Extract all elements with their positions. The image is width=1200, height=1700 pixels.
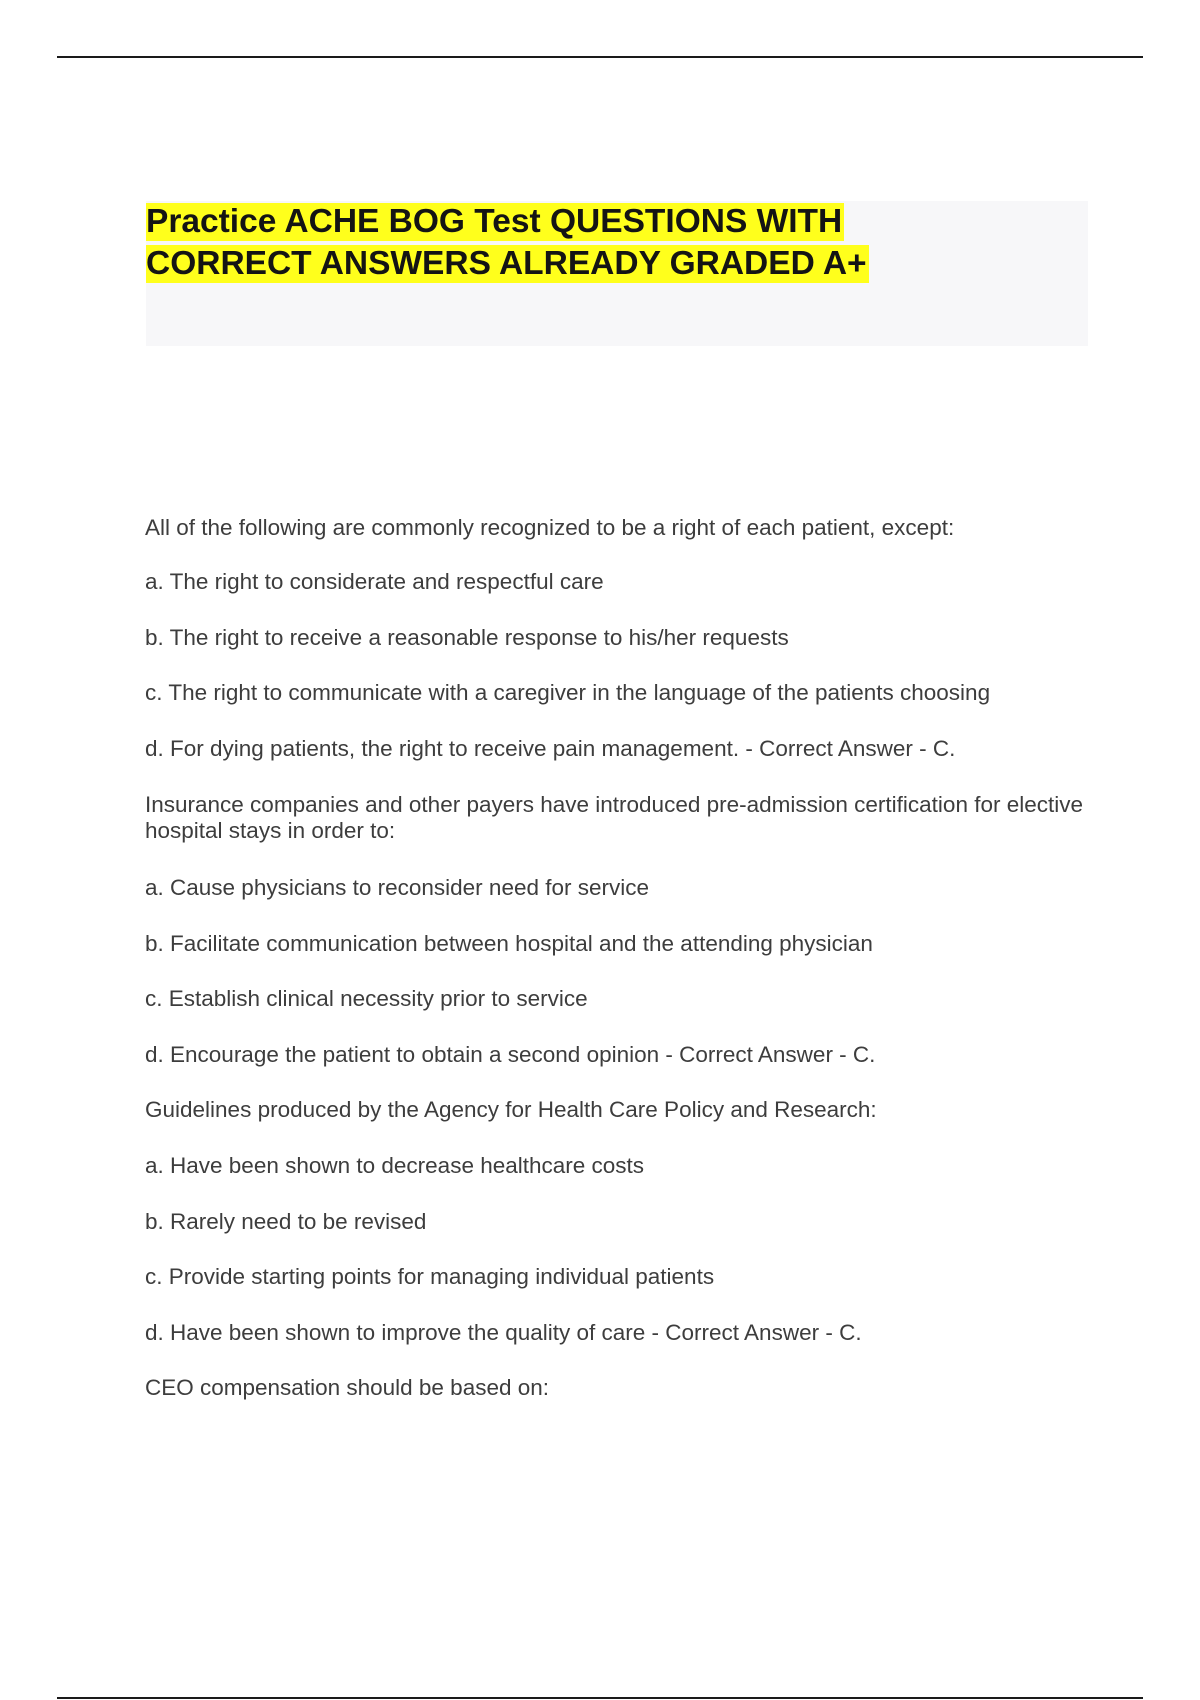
question-3-option-d: d. Have been shown to improve the quality of care - Correct Answer - C. — [145, 1320, 862, 1345]
question-3-stem: Guidelines produced by the Agency for Health Care Policy and Research: — [145, 1097, 877, 1122]
question-2-stem: Insurance companies and other payers have introduced pre-admission certification for elective hospital stays in order to: — [145, 792, 1084, 843]
question-1-option-b: b. The right to receive a reasonable response to his/her requests — [145, 625, 789, 650]
question-1-option-a: a. The right to considerate and respectful care — [145, 569, 604, 594]
bottom-rule — [57, 1697, 1143, 1699]
title-box — [146, 201, 1088, 346]
question-3-option-a: a. Have been shown to decrease healthcare costs — [145, 1153, 645, 1178]
document-title — [146, 201, 946, 285]
question-3-option-b: b. Rarely need to be revised — [145, 1209, 427, 1234]
question-3-option-c: c. Provide starting points for managing individual patients — [145, 1264, 715, 1289]
question-1-option-d: d. For dying patients, the right to receive pain management. - Correct Answer - C. — [145, 736, 956, 761]
question-2-option-b: b. Facilitate communication between hospital and the attending physician — [145, 931, 873, 956]
top-rule — [57, 56, 1143, 58]
question-4-stem: CEO compensation should be based on: — [145, 1375, 550, 1400]
question-2-option-c: c. Establish clinical necessity prior to service — [145, 986, 588, 1011]
question-2-option-d: d. Encourage the patient to obtain a second opinion - Correct Answer - C. — [145, 1042, 876, 1067]
question-1-stem: All of the following are commonly recognized to be a right of each patient, except: — [145, 515, 955, 540]
title-highlight: Practice ACHE BOG Test QUESTIONS WITH CORRECT ANSWERS ALREADY GRADED A+ — [146, 203, 867, 282]
question-1-option-c: c. The right to communicate with a caregiver in the language of the patients choosing — [145, 680, 991, 705]
question-2-option-a: a. Cause physicians to reconsider need for service — [145, 875, 650, 900]
